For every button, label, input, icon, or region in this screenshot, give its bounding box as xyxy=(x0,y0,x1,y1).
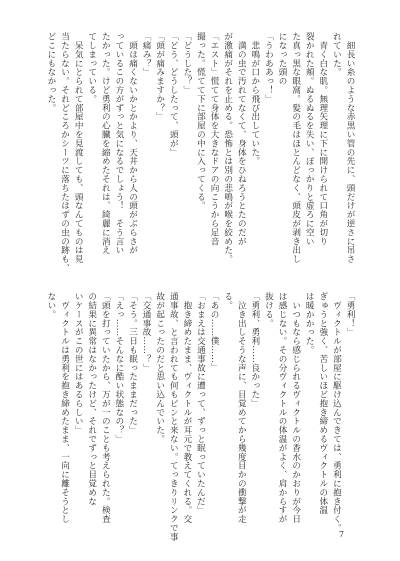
text-line: の結果に異常はなかったけど、それでずっと目覚めな xyxy=(86,292,97,506)
text-line: は暖かかった。 xyxy=(304,292,315,355)
text-line: 「勇利、勇利……良かった」 xyxy=(249,292,260,408)
text-line: 抱き締めたまま、ヴィクトルが耳元で教えてくれる。交 xyxy=(181,292,192,524)
page-number: 7 xyxy=(338,530,344,539)
text-line: ない。 xyxy=(45,292,56,319)
text-line: いつもなら感じられるヴィクトルの香水のかおりが今日 xyxy=(290,292,301,524)
text-line: 満の虫で汚れてなくて、身体をひねろうとたのだが xyxy=(236,32,247,246)
text-line: 故が起こったのだと思い込んでいた。 xyxy=(154,292,165,444)
text-line: ヴィクトルは勇利を抱き締めたまま、一向に離そうとし xyxy=(59,292,70,524)
text-line: 当たらない。それどころかシーツに落ちたはずの虫の跡も、 xyxy=(59,32,70,273)
text-line: る。 xyxy=(222,292,233,310)
text-line: は感じない。その分ヴィクトルの体温がよく、肩からすが xyxy=(277,292,288,524)
text-line: 「頭を打っていたから、万が一のことも考えられた。検査 xyxy=(100,292,111,524)
text-line: 裂かれた頬。ぬるぬるを失い、ぽっかりと虚ろに空い xyxy=(304,32,315,246)
text-line: 「交通事故……？」 xyxy=(141,292,152,373)
text-line: が激痛がそれを止める。恐怖とは別の悲鳴が喉を絞めた。 xyxy=(222,32,233,264)
text-block-top xyxy=(43,32,356,273)
text-line: 「頭が痛みますか？」 xyxy=(154,32,165,121)
text-line: 「えっ……そんなに酷い状態なの？」 xyxy=(113,292,124,444)
text-block-bottom xyxy=(43,292,356,542)
text-line: 頭は痛くないかとかより、天井から人の頭がぶらさが xyxy=(127,32,138,255)
text-line: 撮った。慌てて下に部屋の中に入ってくる。 xyxy=(195,32,206,210)
text-line: 「おまえは交通事故に遭って、ずっと眠っていたんだ」 xyxy=(195,292,206,515)
text-line: っているこの方がずっと気になるでしょう！ そう言い xyxy=(113,32,124,255)
text-line: 細長い糸のような赤黒い管の先に、頭だけが逆さに吊さ xyxy=(345,32,355,264)
text-line: いケースがこの世にはあるらしい」 xyxy=(73,292,84,435)
text-line: 「勇利！」 xyxy=(345,292,355,337)
text-line: 抜ける。 xyxy=(263,292,274,328)
text-line: 泣き出しそうな声に、目覚めてから幾度目かの衝撃が走 xyxy=(236,292,247,524)
text-line: 「どう、どうしたって、頭が」 xyxy=(168,32,179,157)
text-line: 「エスト」慌てて身体を大きなドアの向こうから足音 xyxy=(209,32,220,246)
text-line: 「あの……僕……」 xyxy=(209,292,220,373)
text-line: 「そう。三日も眠ったままだった」 xyxy=(127,292,138,435)
text-line: ヴィクトルが部屋に駆け込んできては、勇利に抱き付く。 xyxy=(331,292,342,533)
text-line: ぎゅうと強く、苦しいほど抱き締めるヴィクトルの体温 xyxy=(317,292,328,515)
text-line: どこにもなかった。 xyxy=(45,32,56,113)
text-line: た真っ黒な眼窩。髪の毛はほとんどなく、頭皮が剥き出し xyxy=(290,32,301,264)
text-line: になった頭の xyxy=(277,32,288,86)
text-line: たかった。けど勇利の心臓を縮めたそれは、綺麗に消え xyxy=(100,32,111,255)
text-line: 呆気にとられて部屋中を見渡しても、頭なんてものは見 xyxy=(73,32,84,264)
text-line: 通事故、と言われても何もピンと来ない。てっきりリンクで事 xyxy=(168,292,179,542)
text-line: てしまっている。 xyxy=(86,32,97,104)
text-line: 青く白な肌。無理矢理に下に開けられて口角が切り xyxy=(317,32,328,246)
text-line: 「どうした？」 xyxy=(181,32,192,95)
text-line: 「痛み？」 xyxy=(141,32,152,77)
text-line: 悲鳴が口から飛び出していた。 xyxy=(249,32,260,166)
text-line: 「うわああっ！」 xyxy=(263,32,274,104)
text-line: れていた。 xyxy=(331,32,342,77)
